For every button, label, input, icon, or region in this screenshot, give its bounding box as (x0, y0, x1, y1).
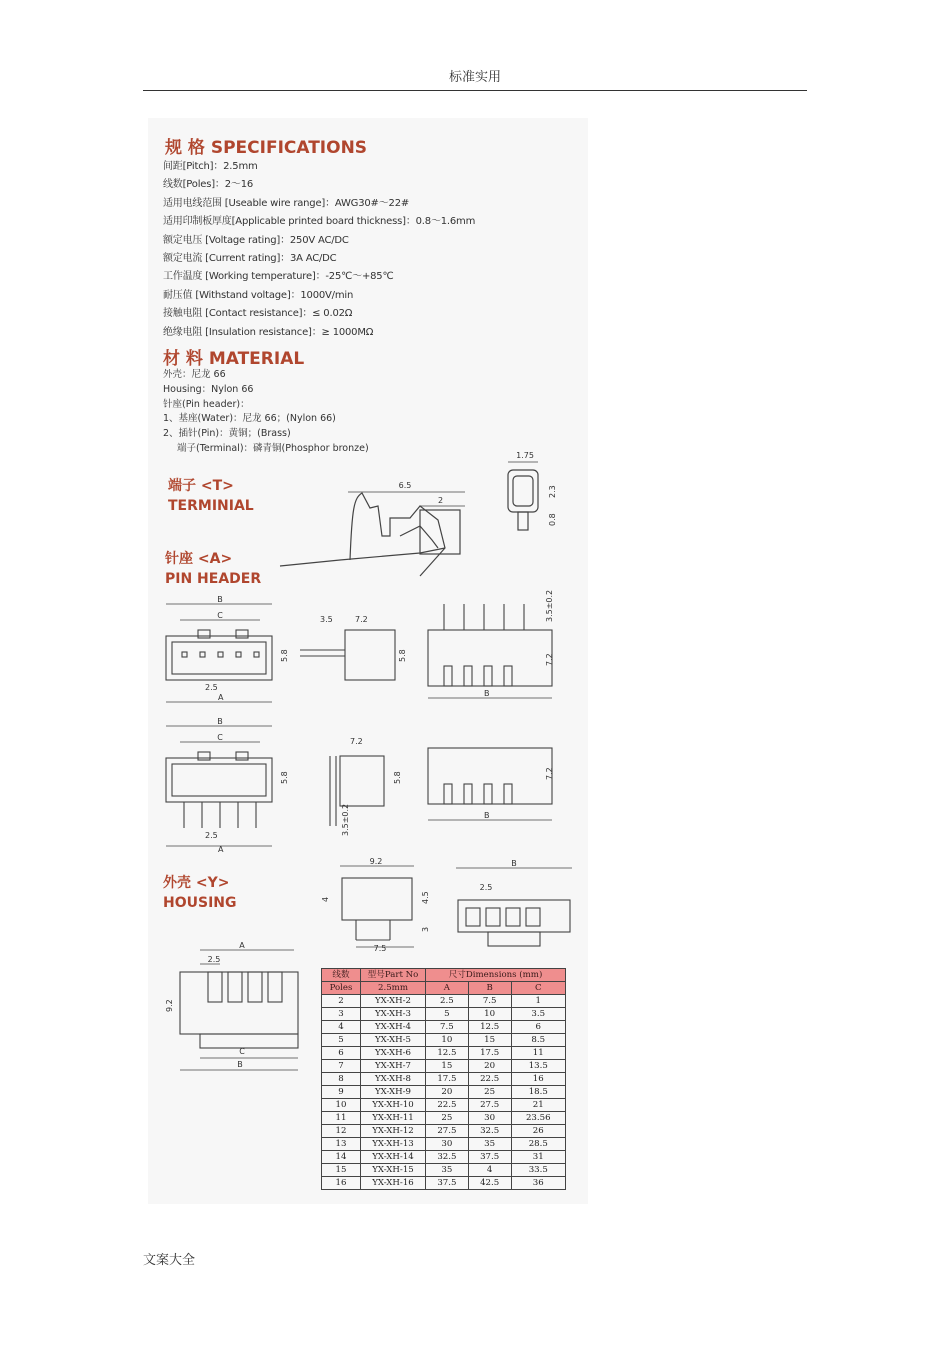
table-cell: 13 (322, 1138, 361, 1151)
table-cell: 2 (322, 995, 361, 1008)
table-cell: 21 (511, 1099, 565, 1112)
dim-pitch-label: 2.5 (205, 831, 218, 840)
dim-4-label: 4 (321, 896, 330, 902)
dim-height-label: 5.8 (398, 649, 407, 662)
dim-c-label: C (217, 733, 223, 742)
table-cell: 11 (511, 1047, 565, 1060)
header-front-outer (166, 636, 272, 680)
table-row (322, 1047, 566, 1060)
spec-item: 间距[Pitch]：2.5mm (163, 161, 258, 172)
dim-c-label: C (217, 611, 223, 620)
dim-35-label: 3.5 (320, 615, 333, 624)
table-row (322, 1151, 566, 1164)
table-cell: 9 (322, 1086, 361, 1099)
table-cell: 30 (468, 1112, 511, 1125)
table-cell: 5 (426, 1008, 469, 1021)
table-cell: 10 (426, 1034, 469, 1047)
material-title: 材 料 MATERIAL (163, 349, 305, 369)
table-cell: 35 (468, 1138, 511, 1151)
table-cell: YX-XH-9 (361, 1086, 426, 1099)
spec-item: 额定电流 [Current rating]：3A AC/DC (163, 253, 337, 265)
dim-width-label: 1.75 (516, 451, 534, 460)
dim-c-label: C (239, 1047, 245, 1056)
dim-pitch-label: 2.5 (479, 883, 493, 892)
dim-45-label: 4.5 (421, 891, 430, 904)
table-cell: 6 (511, 1021, 565, 1034)
pin-header-title-en: PIN HEADER (165, 571, 262, 587)
housing-side-body (342, 878, 412, 920)
material-item: 1、基座(Water)：尼龙 66；(Nylon 66) (163, 413, 336, 425)
spec-item: 线数[Poles]：2～16 (163, 179, 254, 191)
table-cell: 16 (511, 1073, 565, 1086)
table-cell: 12.5 (468, 1021, 511, 1034)
table-subheader: Poles (322, 982, 361, 995)
table-cell: 13.5 (511, 1060, 565, 1073)
dim-inner-label: 2 (438, 496, 444, 505)
housing-title-cn: 外壳 <Y> (163, 875, 230, 891)
table-cell: 5 (322, 1034, 361, 1047)
terminal-contact (400, 526, 438, 548)
table-row (322, 1125, 566, 1138)
table-cell: YX-XH-2 (361, 995, 426, 1008)
table-cell: 16 (322, 1177, 361, 1190)
table-cell: 30 (426, 1138, 469, 1151)
pin-header-title-cn: 针座 <A> (165, 551, 233, 567)
table-row (322, 1008, 566, 1021)
table-cell: 22.5 (426, 1099, 469, 1112)
table-row (322, 1021, 566, 1034)
table-cell: 7 (322, 1060, 361, 1073)
table-cell: YX-XH-5 (361, 1034, 426, 1047)
table-cell: YX-XH-10 (361, 1099, 426, 1112)
table-cell: 37.5 (468, 1151, 511, 1164)
table-cell: 6 (322, 1047, 361, 1060)
table-cell: 10 (468, 1008, 511, 1021)
terminal-front-box (420, 510, 460, 554)
table-row (322, 1034, 566, 1047)
table-cell: YX-XH-4 (361, 1021, 426, 1034)
page-header: 标准实用 (448, 70, 501, 85)
dim-b-label: B (217, 595, 223, 604)
dim-b-label: B (511, 859, 517, 868)
spec-item: 适用电线范围 [Useable wire range]：AWG30#～22# (163, 197, 410, 209)
terminal-body (350, 493, 445, 576)
material-item: 端子(Terminal)：磷青铜(Phosphor bronze) (177, 442, 369, 454)
table-cell: 42.5 (468, 1177, 511, 1190)
dim-height-label: 5.8 (280, 771, 289, 784)
table-cell: 15 (468, 1034, 511, 1047)
table-cell: 20 (426, 1086, 469, 1099)
table-cell: 8 (322, 1073, 361, 1086)
table-subheader: B (468, 982, 511, 995)
table-cell: YX-XH-14 (361, 1151, 426, 1164)
header-rule (143, 90, 807, 91)
table-body (322, 995, 566, 1190)
dim-pin-label: 3.5±0.2 (341, 803, 350, 836)
table-cell: 18.5 (511, 1086, 565, 1099)
dim-height-label: 5.8 (280, 649, 289, 662)
dim-72-label: 7.2 (355, 615, 368, 624)
spec-item: 工作温度 [Working temperature]：-25℃～+85℃ (163, 271, 394, 283)
table-row (322, 1164, 566, 1177)
table-cell: 37.5 (426, 1177, 469, 1190)
dim-height-label: 2.3 (548, 485, 557, 498)
dim-72-label: 7.2 (545, 767, 554, 780)
dim-pitch-label: 2.5 (207, 955, 221, 964)
table-row (322, 1073, 566, 1086)
table-cell: YX-XH-15 (361, 1164, 426, 1177)
table-cell: 28.5 (511, 1138, 565, 1151)
dim-a-label: A (218, 845, 224, 854)
table-cell: 25 (426, 1112, 469, 1125)
header-back-body (428, 630, 552, 686)
housing-top-body (180, 972, 298, 1034)
table-cell: 32.5 (468, 1125, 511, 1138)
table-cell: 35 (426, 1164, 469, 1177)
terminal-section-stub (518, 512, 528, 530)
table-cell: 36 (511, 1177, 565, 1190)
table-header-poles: 线数 (322, 969, 361, 982)
material-item: Housing：Nylon 66 (163, 383, 254, 395)
material-item: 2、插针(Pin)：黄铜；(Brass) (163, 428, 291, 440)
spec-item: 适用印制板厚度[Applicable printed board thickness]：0.8～1.6mm (163, 216, 476, 228)
table-cell: 17.5 (426, 1073, 469, 1086)
table-cell: 14 (322, 1151, 361, 1164)
dim-pin-label: 3.5±0.2 (545, 589, 554, 622)
table-cell: YX-XH-6 (361, 1047, 426, 1060)
spec-item: 额定电压 [Voltage rating]：250V AC/DC (163, 234, 349, 246)
dim-92-label: 9.2 (165, 999, 174, 1012)
table-cell: 7.5 (468, 995, 511, 1008)
table-cell: 15 (322, 1164, 361, 1177)
material-item: 针座(Pin header)： (163, 398, 250, 410)
table-cell: 10 (322, 1099, 361, 1112)
table-cell: YX-XH-3 (361, 1008, 426, 1021)
dim-length-label: 6.5 (398, 481, 412, 490)
table-cell: YX-XH-8 (361, 1073, 426, 1086)
table-cell: YX-XH-13 (361, 1138, 426, 1151)
table-cell: YX-XH-16 (361, 1177, 426, 1190)
terminal-title-cn: 端子 <T> (168, 478, 234, 494)
table-cell: 8.5 (511, 1034, 565, 1047)
table-cell: 12.5 (426, 1047, 469, 1060)
table-cell: 3 (322, 1008, 361, 1021)
table-cell: 1 (511, 995, 565, 1008)
table-cell: 32.5 (426, 1151, 469, 1164)
housing-title-en: HOUSING (163, 895, 237, 911)
table-cell: 11 (322, 1112, 361, 1125)
housing-drawing-top (160, 938, 306, 1074)
table-cell: 12 (322, 1125, 361, 1138)
housing-drawing-side-front (316, 852, 580, 952)
specifications-list (163, 158, 475, 342)
table-subheader: A (426, 982, 469, 995)
table-header-dimensions: 尺寸Dimensions (mm) (426, 969, 566, 982)
dimensions-table (321, 968, 566, 1190)
dim-92-label: 9.2 (369, 857, 383, 866)
table-cell: YX-XH-12 (361, 1125, 426, 1138)
table-row (322, 1138, 566, 1151)
spec-item: 绝缘电阻 [Insulation resistance]：≥ 1000MΩ (163, 326, 374, 338)
pin-header-drawing-straight (160, 589, 580, 710)
table-header-part: 型号Part No (361, 969, 426, 982)
table-cell: 17.5 (468, 1047, 511, 1060)
table-row (322, 1060, 566, 1073)
material-item: 外壳：尼龙 66 (163, 369, 226, 380)
dim-pitch-label: 2.5 (205, 683, 218, 692)
material-list (163, 368, 369, 457)
terminal-section-inner (513, 476, 533, 506)
dim-a-label: A (239, 941, 245, 950)
terminal-drawing (270, 448, 570, 578)
spec-item: 接触电阻 [Contact resistance]：≤ 0.02Ω (163, 308, 353, 320)
dim-a-label: A (218, 693, 224, 702)
table-cell: 4 (322, 1021, 361, 1034)
table-cell: 4 (468, 1164, 511, 1177)
terminal-title-en: TERMINIAL (168, 498, 254, 514)
table-cell: 26 (511, 1125, 565, 1138)
dim-b-label: B (484, 689, 490, 698)
dim-72-label: 7.2 (350, 737, 363, 746)
pin-header-drawing-right-angle (160, 716, 580, 852)
dim-height-label: 5.8 (393, 771, 402, 784)
table-row (322, 1099, 566, 1112)
table-row (322, 995, 566, 1008)
table-subheader: 2.5mm (361, 982, 426, 995)
header-side-body (345, 630, 395, 680)
table-cell: 2.5 (426, 995, 469, 1008)
table-cell: 22.5 (468, 1073, 511, 1086)
table-row (322, 1112, 566, 1125)
spec-item: 耐压值 [Withstand voltage]：1000V/min (163, 289, 354, 301)
table-cell: 27.5 (426, 1125, 469, 1138)
table-cell: 15 (426, 1060, 469, 1073)
dim-base-label: 0.8 (548, 513, 557, 526)
table-cell: 23.56 (511, 1112, 565, 1125)
table-subheader: C (511, 982, 565, 995)
dim-72-label: 7.2 (545, 653, 554, 666)
housing-front-body (458, 900, 570, 932)
table-cell: 27.5 (468, 1099, 511, 1112)
table-cell: 3.5 (511, 1008, 565, 1021)
dim-b-label: B (237, 1060, 243, 1069)
table-cell: 7.5 (426, 1021, 469, 1034)
dim-75-label: 7.5 (373, 944, 387, 953)
header-front-inner (172, 642, 266, 674)
table-cell: YX-XH-7 (361, 1060, 426, 1073)
table-cell: 31 (511, 1151, 565, 1164)
table-cell: YX-XH-11 (361, 1112, 426, 1125)
dim-3-label: 3 (421, 926, 430, 932)
specifications-title: 规 格 SPECIFICATIONS (165, 138, 368, 158)
dim-b-label: B (217, 717, 223, 726)
table-row (322, 1086, 566, 1099)
table-cell: 20 (468, 1060, 511, 1073)
table-cell: 25 (468, 1086, 511, 1099)
page-footer: 文案大全 (143, 1253, 196, 1268)
table-row (322, 1177, 566, 1190)
dim-b-label: B (484, 811, 490, 820)
table-cell: 33.5 (511, 1164, 565, 1177)
